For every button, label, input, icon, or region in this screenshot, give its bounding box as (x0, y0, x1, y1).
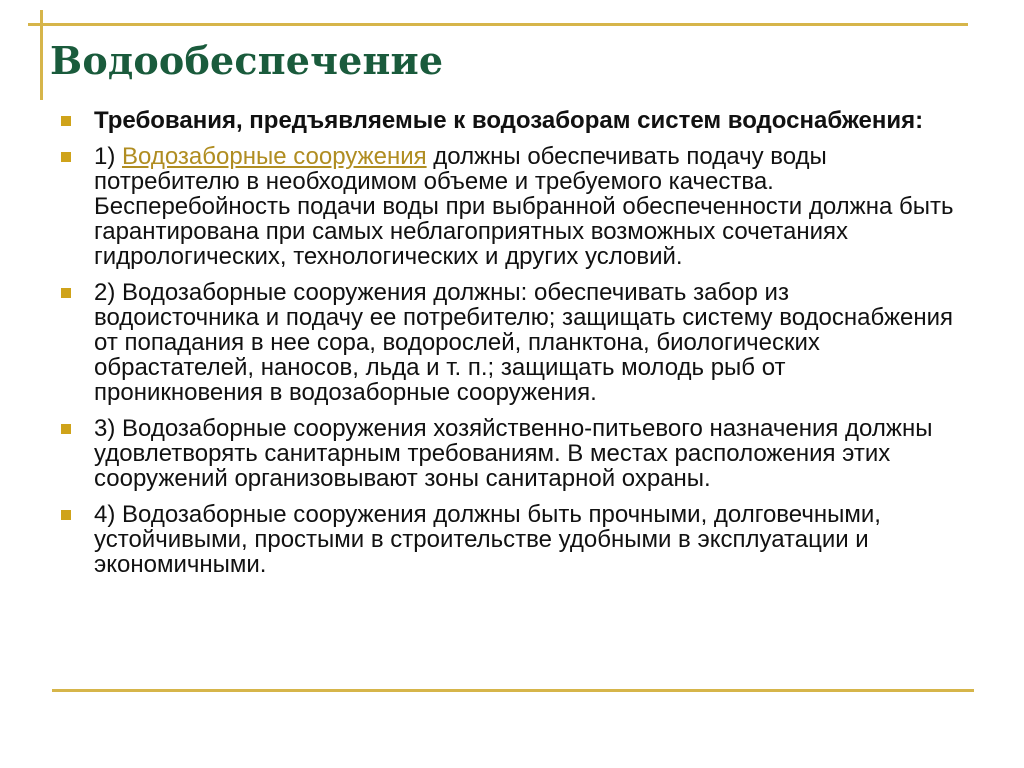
item-3-text: 3) Водозаборные сооружения хозяйственно-питьевого назначения должны удовлетворять санитарным требованиям. В местах расположения этих сооружений организовывают зоны санитарной охраны. (94, 415, 933, 492)
square-bullet-icon (61, 510, 71, 520)
left-rule (40, 10, 43, 100)
item-4-text: 4) Водозаборные сооружения должны быть прочными, долговечными, устойчивыми, простыми в строительстве удобными в эксплуатации и экономичными. (94, 501, 881, 578)
list-item-1 (60, 144, 960, 269)
heading-text: Требования, предъявляемые к водозаборам систем водоснабжения: (94, 107, 924, 134)
bottom-rule (52, 689, 974, 692)
slide-title: Водообеспечение (50, 38, 444, 83)
list-item-4 (60, 502, 960, 577)
list-item-3 (60, 416, 960, 491)
top-rule (28, 23, 968, 26)
water-intake-link[interactable]: Водозаборные сооружения (122, 143, 427, 170)
list-item-2 (60, 280, 960, 405)
square-bullet-icon (61, 152, 71, 162)
square-bullet-icon (61, 288, 71, 298)
item-1-body: должны обеспечивать подачу воды потребителю в необходимом объеме и требуемого качества. Бесперебойность подачи воды при выбранной обеспеченности должна быть гарантирована при самых неблагоприятных возможных сочетаниях гидрологических, технологических и других условий. (94, 143, 954, 270)
bullet-list (60, 108, 960, 588)
square-bullet-icon (61, 116, 71, 126)
list-item-heading (60, 108, 960, 133)
item-1-prefix: 1) (94, 143, 123, 170)
item-2-text: 2) Водозаборные сооружения должны: обеспечивать забор из водоисточника и подачу ее потребителю; защищать систему водоснабжения от попадания в нее сора, водорослей, планктона, биологических обрастателей, наносов, льда и т. п.; защищать молодь рыб от проникновения в водозаборные сооружения. (94, 279, 953, 406)
square-bullet-icon (61, 424, 71, 434)
item-1-text (94, 143, 954, 270)
